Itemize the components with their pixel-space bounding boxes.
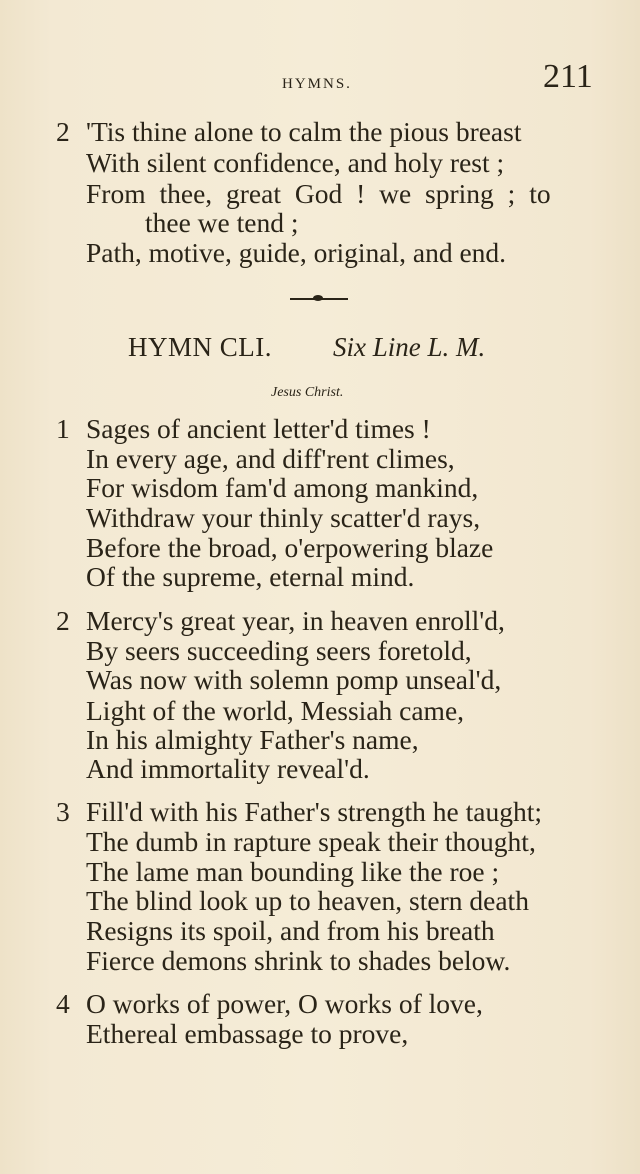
verse-line: Sages of ancient letter'd times ! (86, 413, 431, 444)
verse-line: The lame man bounding like the roe ; (86, 856, 500, 887)
divider-ornament-icon (313, 295, 323, 301)
stanza-number: 2 (56, 116, 70, 147)
hymn-meter: Six Line L. M. (333, 332, 486, 362)
verse-line: The dumb in rapture speak their thought, (86, 826, 536, 857)
verse-line: With silent confidence, and holy rest ; (86, 147, 505, 178)
verse-line: In every age, and diff'rent climes, (86, 443, 455, 474)
verse-line: Ethereal embassage to prove, (86, 1018, 409, 1049)
verse-line: Light of the world, Messiah came, (86, 695, 465, 726)
verse-line: thee we tend ; (145, 207, 299, 238)
stanza-number: 3 (56, 796, 70, 827)
verse-line: By seers succeeding seers foretold, (86, 635, 472, 666)
stanza-number: 4 (56, 988, 70, 1019)
verse-line: Mercy's great year, in heaven enroll'd, (86, 605, 505, 636)
hymn-subject: Jesus Christ. (271, 385, 344, 400)
verse-line: The blind look up to heaven, stern death (86, 885, 529, 916)
hymn-title: HYMN CLI. (128, 332, 272, 362)
page-number: 211 (543, 58, 593, 95)
verse-line: O works of power, O works of love, (86, 988, 483, 1019)
verse-line: And immortality reveal'd. (86, 753, 370, 784)
verse-line: Was now with solemn pomp unseal'd, (86, 664, 502, 695)
verse-line: Withdraw your thinly scatter'd rays, (86, 502, 481, 533)
verse-line: Fierce demons shrink to shades below. (86, 945, 511, 976)
verse-line: For wisdom fam'd among mankind, (86, 472, 479, 503)
verse-line: Before the broad, o'erpowering blaze (86, 532, 494, 563)
stanza-number: 2 (56, 605, 70, 636)
verse-line: Fill'd with his Father's strength he taught; (86, 796, 542, 827)
verse-line: Resigns its spoil, and from his breath (86, 915, 495, 946)
verse-line: In his almighty Father's name, (86, 724, 419, 755)
verse-line: 'Tis thine alone to calm the pious breast (86, 116, 522, 147)
verse-line: From thee, great God ! we spring ; to (86, 178, 551, 209)
verse-line: Of the supreme, eternal mind. (86, 561, 415, 592)
stanza-number: 1 (56, 413, 70, 444)
running-head: HYMNS. (282, 76, 352, 92)
verse-line: Path, motive, guide, original, and end. (86, 237, 507, 268)
